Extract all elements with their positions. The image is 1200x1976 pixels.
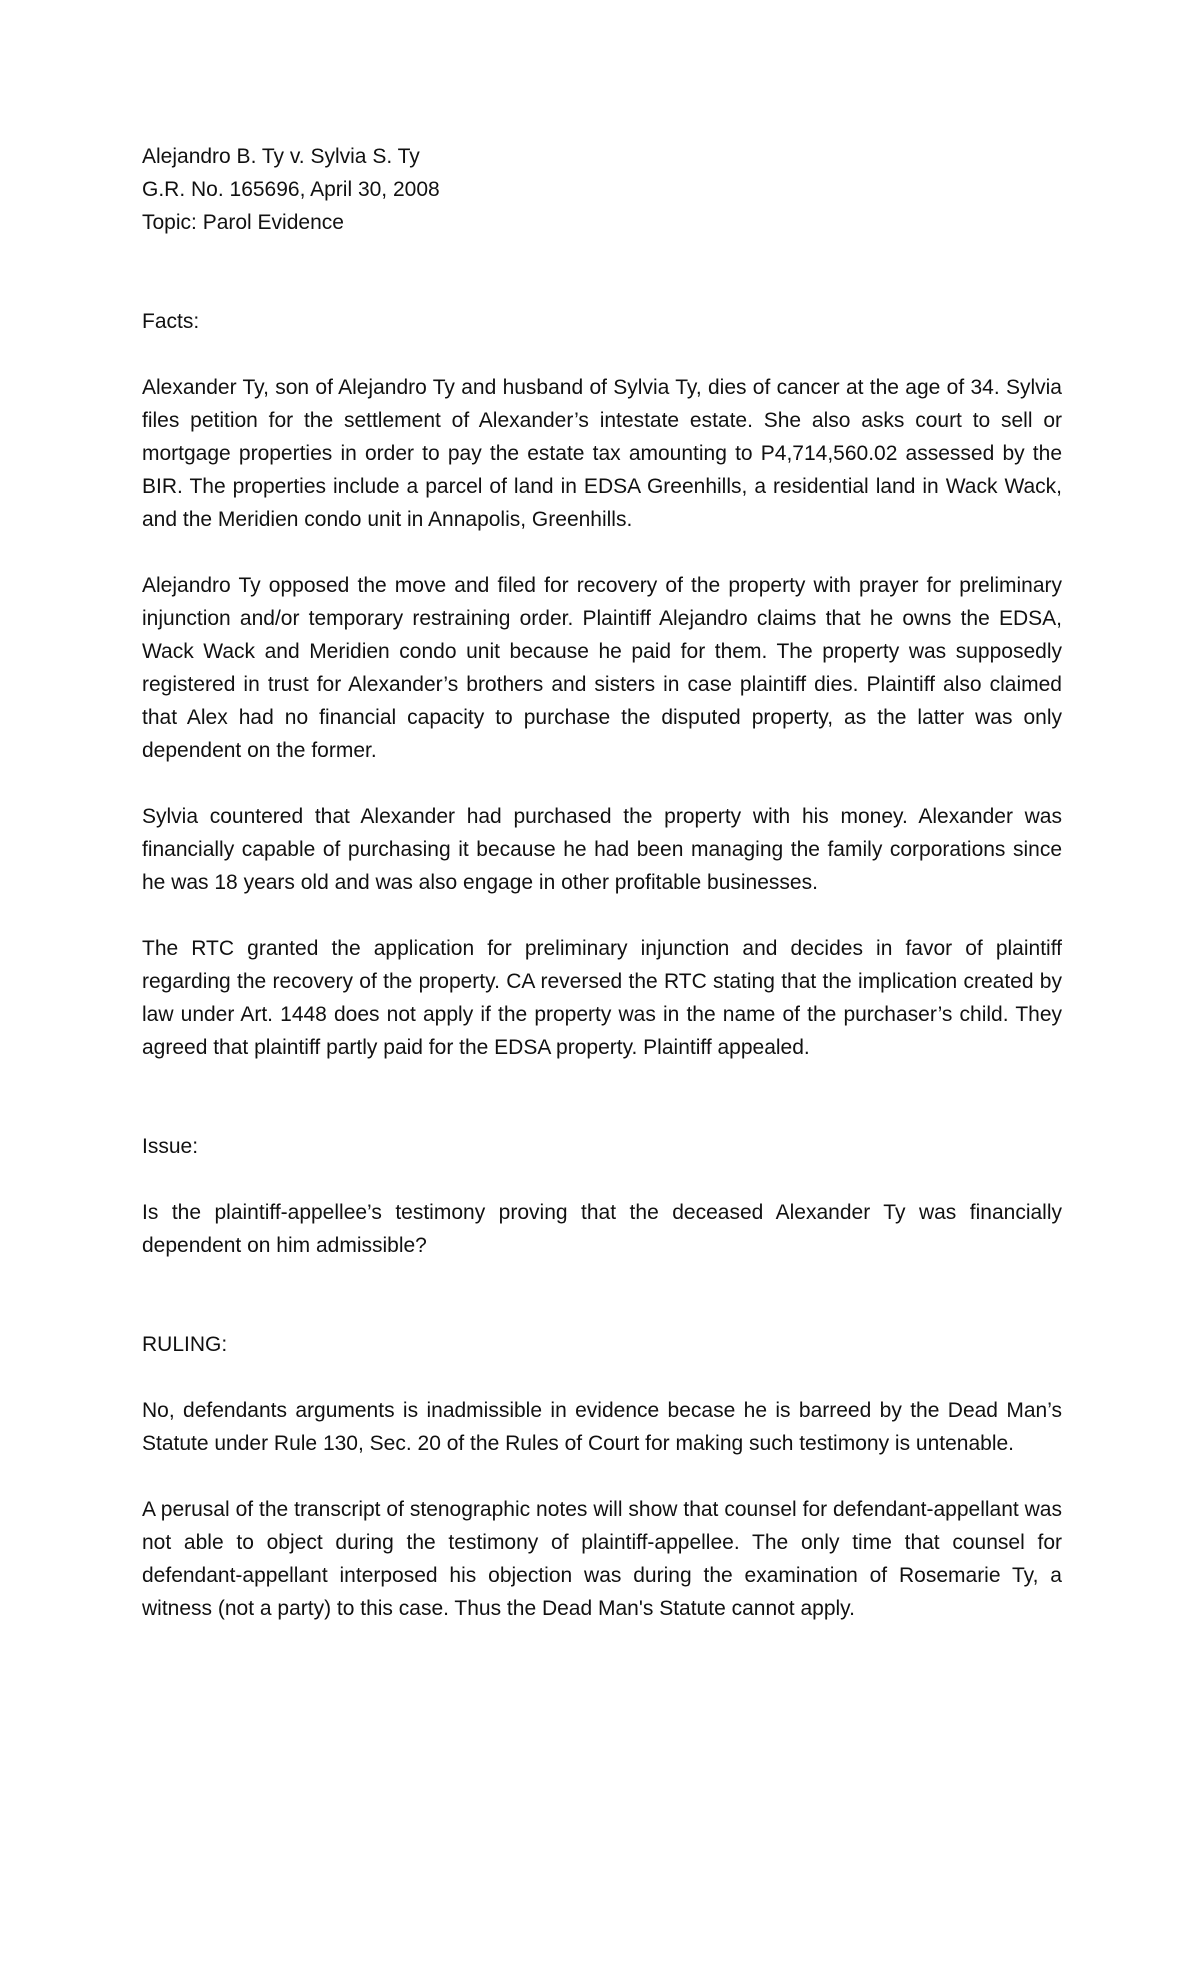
issue-paragraph: Is the plaintiff-appellee’s testimony proving that the deceased Alexander Ty was financially dependent on him admissible? xyxy=(142,1201,1062,1257)
case-title: Alejandro B. Ty v. Sylvia S. Ty xyxy=(142,145,420,168)
facts-paragraph: Alejandro Ty opposed the move and filed for recovery of the property with prayer for preliminary injunction and/or temporary restraining order. Plaintiff Alejandro claims that he owns the EDSA, Wack Wack and Meridien condo unit because he paid for them. The property was supposedly registered in trust for Alexander’s brothers and sisters in case plaintiff dies. Plaintiff also claimed that Alex had no financial capacity to purchase the disputed property, as the latter was only dependent on the former. xyxy=(142,574,1062,762)
ruling-heading: RULING: xyxy=(142,1333,228,1356)
facts-paragraph: Sylvia countered that Alexander had purchased the property with his money. Alexander was financially capable of purchasing it because he had been managing the family corporations since he was 18 years old and was also engage in other profitable businesses. xyxy=(142,805,1062,894)
ruling-paragraph: No, defendants arguments is inadmissible in evidence becase he is barreed by the Dead Man’s Statute under Rule 130, Sec. 20 of the Rules of Court for making such testimony is untenable. xyxy=(142,1399,1062,1455)
facts-heading: Facts: xyxy=(142,310,200,333)
facts-paragraph: The RTC granted the application for preliminary injunction and decides in favor of plaintiff regarding the recovery of the property. CA reversed the RTC stating that the implication created by law under Art. 1448 does not apply if the property was in the name of the purchaser’s child. They agreed that plaintiff partly paid for the EDSA property. Plaintiff appealed. xyxy=(142,937,1062,1059)
case-topic: Topic: Parol Evidence xyxy=(142,211,344,234)
facts-paragraph: Alexander Ty, son of Alejandro Ty and husband of Sylvia Ty, dies of cancer at the age of 34. Sylvia files petition for the settlement of Alexander’s intestate estate. She also asks court to sell or mortgage properties in order to pay the estate tax amounting to P4,714,560.02 assessed by the BIR. The properties include a parcel of land in EDSA Greenhills, a residential land in Wack Wack, and the Meridien condo unit in Annapolis, Greenhills. xyxy=(142,376,1062,531)
ruling-paragraph: A perusal of the transcript of stenographic notes will show that counsel for defendant-appellant was not able to object during the testimony of plaintiff-appellee. The only time that counsel for defendant-appellant interposed his objection was during the examination of Rosemarie Ty, a witness (not a party) to this case. Thus the Dead Man's Statute cannot apply. xyxy=(142,1498,1062,1620)
issue-heading: Issue: xyxy=(142,1135,199,1158)
case-number: G.R. No. 165696, April 30, 2008 xyxy=(142,178,440,201)
document-page xyxy=(142,140,1062,1625)
